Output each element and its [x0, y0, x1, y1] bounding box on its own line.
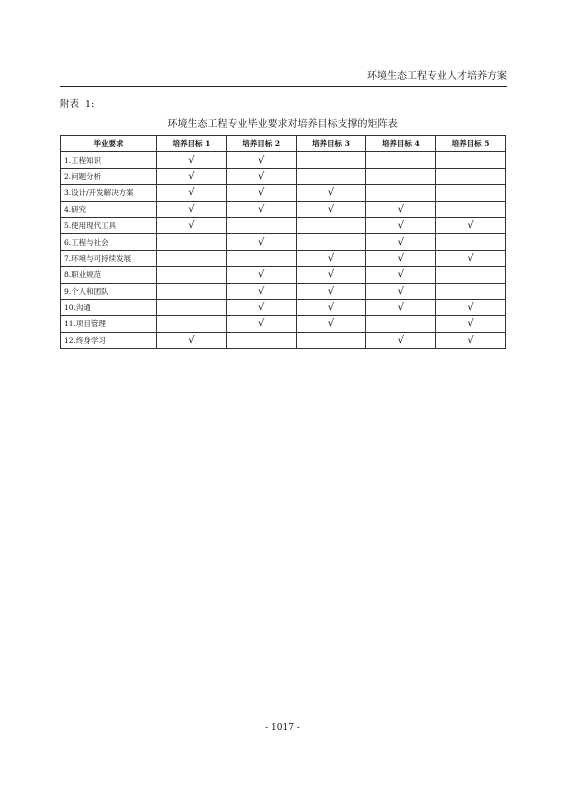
check-mark-cell — [296, 217, 366, 233]
appendix-label: 附表 1: — [60, 99, 95, 110]
requirement-cell: 11.项目管理 — [61, 316, 157, 332]
table-row — [61, 185, 506, 201]
check-mark-cell: √ — [366, 299, 436, 315]
check-mark-cell: √ — [226, 201, 296, 217]
check-mark-cell: √ — [366, 201, 436, 217]
check-mark-cell: √ — [226, 234, 296, 250]
table-row — [61, 250, 506, 266]
check-mark-cell — [226, 250, 296, 266]
check-mark-cell — [157, 316, 227, 332]
table-row — [61, 152, 506, 168]
check-mark-cell: √ — [296, 267, 366, 283]
check-mark-cell: √ — [226, 168, 296, 184]
table-row — [61, 168, 506, 184]
check-mark-cell: √ — [226, 299, 296, 315]
check-mark-cell: √ — [226, 316, 296, 332]
check-mark-cell — [436, 168, 506, 184]
check-mark-cell: √ — [366, 217, 436, 233]
check-mark-cell: √ — [157, 152, 227, 168]
column-header-goal-5: 培养目标 5 — [436, 136, 506, 152]
requirement-cell: 3.设计/开发解决方案 — [61, 185, 157, 201]
check-mark-cell — [296, 234, 366, 250]
table-row — [61, 283, 506, 299]
check-mark-cell — [436, 234, 506, 250]
check-mark-cell — [226, 217, 296, 233]
requirement-cell: 1.工程知识 — [61, 152, 157, 168]
column-header-goal-2: 培养目标 2 — [226, 136, 296, 152]
check-mark-cell — [366, 152, 436, 168]
table-row — [61, 217, 506, 233]
check-mark-cell — [436, 152, 506, 168]
check-mark-cell — [157, 234, 227, 250]
check-mark-cell — [366, 168, 436, 184]
column-header-goal-3: 培养目标 3 — [296, 136, 366, 152]
table-row — [61, 299, 506, 315]
requirement-cell: 5.使用现代工具 — [61, 217, 157, 233]
check-mark-cell: √ — [436, 316, 506, 332]
check-mark-cell: √ — [366, 234, 436, 250]
page-number: - 1017 - — [265, 723, 300, 733]
check-mark-cell: √ — [436, 332, 506, 348]
check-mark-cell: √ — [366, 267, 436, 283]
check-mark-cell: √ — [436, 217, 506, 233]
check-mark-cell — [296, 332, 366, 348]
check-mark-cell: √ — [366, 250, 436, 266]
check-mark-cell — [157, 299, 227, 315]
check-mark-cell: √ — [157, 168, 227, 184]
requirement-cell: 4.研究 — [61, 201, 157, 217]
check-mark-cell: √ — [436, 299, 506, 315]
check-mark-cell: √ — [296, 299, 366, 315]
column-header-goal-1: 培养目标 1 — [157, 136, 227, 152]
check-mark-cell: √ — [226, 283, 296, 299]
check-mark-cell: √ — [366, 332, 436, 348]
check-mark-cell — [296, 168, 366, 184]
check-mark-cell: √ — [436, 250, 506, 266]
check-mark-cell — [157, 283, 227, 299]
check-mark-cell — [436, 201, 506, 217]
check-mark-cell — [436, 283, 506, 299]
check-mark-cell — [157, 267, 227, 283]
check-mark-cell: √ — [296, 283, 366, 299]
requirement-cell: 6.工程与社会 — [61, 234, 157, 250]
requirement-cell: 10.沟通 — [61, 299, 157, 315]
check-mark-cell: √ — [157, 332, 227, 348]
header-rule — [60, 86, 507, 87]
table-row — [61, 234, 506, 250]
table-row — [61, 201, 506, 217]
check-mark-cell: √ — [296, 201, 366, 217]
check-mark-cell — [296, 152, 366, 168]
check-mark-cell: √ — [296, 316, 366, 332]
check-mark-cell: √ — [366, 283, 436, 299]
check-mark-cell — [366, 316, 436, 332]
table-row — [61, 316, 506, 332]
column-header-goal-4: 培养目标 4 — [366, 136, 436, 152]
requirement-cell: 9.个人和团队 — [61, 283, 157, 299]
requirement-cell: 7.环境与可持续发展 — [61, 250, 157, 266]
table-header-row — [61, 136, 506, 152]
requirement-cell: 8.职业规范 — [61, 267, 157, 283]
check-mark-cell: √ — [226, 152, 296, 168]
requirement-cell: 2.问题分析 — [61, 168, 157, 184]
check-mark-cell: √ — [226, 267, 296, 283]
check-mark-cell: √ — [296, 250, 366, 266]
check-mark-cell — [436, 267, 506, 283]
check-mark-cell — [366, 185, 436, 201]
running-header-title: 环境生态工程专业人才培养方案 — [367, 71, 507, 82]
table-row — [61, 267, 506, 283]
check-mark-cell — [157, 250, 227, 266]
table-row — [61, 332, 506, 348]
check-mark-cell — [226, 332, 296, 348]
check-mark-cell: √ — [157, 201, 227, 217]
column-header-requirement: 毕业要求 — [61, 136, 157, 152]
check-mark-cell: √ — [157, 217, 227, 233]
check-mark-cell: √ — [296, 185, 366, 201]
table-title: 环境生态工程专业毕业要求对培养目标支撑的矩阵表 — [167, 119, 398, 130]
check-mark-cell — [436, 185, 506, 201]
check-mark-cell: √ — [226, 185, 296, 201]
requirement-cell: 12.终身学习 — [61, 332, 157, 348]
check-mark-cell: √ — [157, 185, 227, 201]
support-matrix-table — [60, 135, 506, 349]
